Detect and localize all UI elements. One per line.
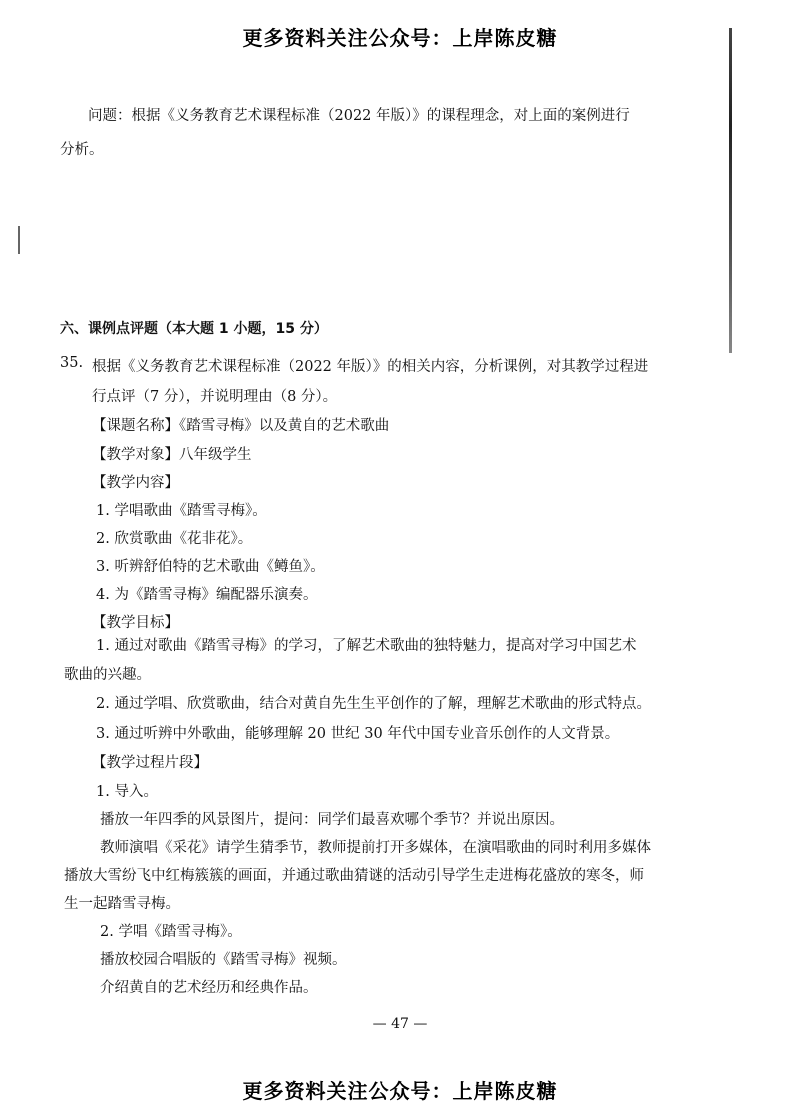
lesson-title-line: 【课题名称】《踏雪寻梅》以及黄自的艺术歌曲 (92, 418, 390, 434)
goal-3: 3. 通过听辨中外歌曲，能够理解 20 世纪 30 年代中国专业音乐创作的人文背景。 (96, 726, 620, 742)
content-item-3: 3. 听辨舒伯特的艺术歌曲《鳟鱼》。 (96, 559, 325, 575)
section-heading: 六、课例点评题（本大题 1 小题，15 分） (60, 321, 328, 337)
page-edge-scan-line (729, 28, 732, 353)
question-35-line-2: 行点评（7 分），并说明理由（8 分）。 (92, 389, 338, 405)
step-1-paragraph-2-line-1: 教师演唱《采花》请学生猜季节，教师提前打开多媒体，在演唱歌曲的同时利用多媒体 (100, 840, 651, 856)
page-number: — 47 — (372, 1016, 428, 1032)
step-1-paragraph-2-line-2: 播放大雪纷飞中红梅簇簇的画面，并通过歌曲猜谜的活动引导学生走进梅花盛放的寒冬，师 (64, 868, 644, 884)
lesson-goals-label: 【教学目标】 (92, 615, 179, 631)
step-2-heading: 2. 学唱《踏雪寻梅》。 (100, 924, 242, 940)
content-item-1: 1. 学唱歌曲《踏雪寻梅》。 (96, 503, 267, 519)
question-number: 35. (60, 355, 84, 371)
watermark-bottom: 更多资料关注公众号：上岸陈皮糖 (242, 1079, 558, 1103)
goal-1-line-2: 歌曲的兴趣。 (64, 667, 151, 683)
content-item-2: 2. 欣赏歌曲《花非花》。 (96, 531, 253, 547)
lesson-content-label: 【教学内容】 (92, 475, 179, 491)
step-2-paragraph-1: 播放校园合唱版的《踏雪寻梅》视频。 (100, 952, 347, 968)
scan-artifact-mark (18, 226, 20, 254)
goal-2: 2. 通过学唱、欣赏歌曲，结合对黄自先生生平创作的了解，理解艺术歌曲的形式特点。 (96, 696, 651, 712)
prev-question-line-2: 分析。 (60, 142, 104, 158)
step-1-paragraph-1: 播放一年四季的风景图片，提问：同学们最喜欢哪个季节？并说出原因。 (100, 812, 564, 828)
process-label: 【教学过程片段】 (92, 755, 208, 771)
content-item-4: 4. 为《踏雪寻梅》编配器乐演奏。 (96, 587, 318, 603)
question-35-line-1: 根据《义务教育艺术课程标准（2022 年版）》的相关内容，分析课例，对其教学过程进 (92, 359, 649, 375)
watermark-top: 更多资料关注公众号：上岸陈皮糖 (242, 26, 558, 50)
prev-question-line-1: 问题：根据《义务教育艺术课程标准（2022 年版）》的课程理念，对上面的案例进行 (88, 108, 630, 124)
step-2-paragraph-2: 介绍黄自的艺术经历和经典作品。 (100, 980, 318, 996)
lesson-target-line: 【教学对象】八年级学生 (92, 447, 252, 463)
step-1-paragraph-2-line-3: 生一起踏雪寻梅。 (64, 896, 180, 912)
step-1-heading: 1. 导入。 (96, 784, 158, 800)
goal-1-line-1: 1. 通过对歌曲《踏雪寻梅》的学习，了解艺术歌曲的独特魅力，提高对学习中国艺术 (96, 638, 637, 654)
